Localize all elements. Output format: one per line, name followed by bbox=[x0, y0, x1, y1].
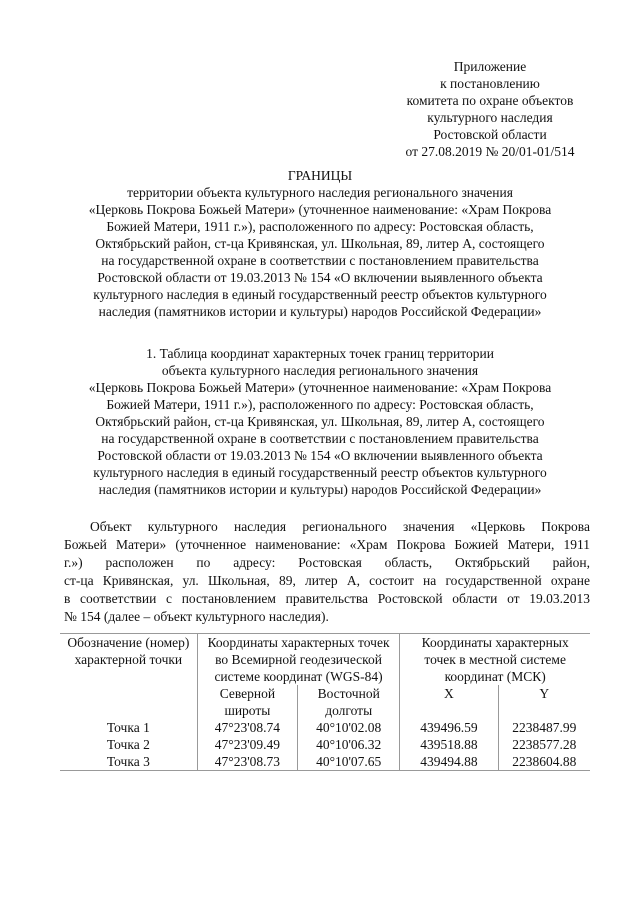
table-row bbox=[60, 719, 590, 736]
heading-line: Божией Матери, 1911 г.»), расположенного по адресу: Ростовская область, bbox=[106, 219, 534, 234]
section-line: наследия (памятников истории и культуры) народов Российской Федерации» bbox=[98, 482, 542, 497]
coordinates-table bbox=[60, 633, 590, 771]
document-heading bbox=[40, 167, 600, 320]
appendix-line: к постановлению bbox=[440, 76, 540, 91]
header-designation: Обозначение (номер) характерной точки bbox=[60, 634, 197, 720]
point-name: Точка 1 bbox=[60, 719, 197, 736]
point-x: 439496.59 bbox=[400, 719, 498, 736]
point-north: 47°23'09.49 bbox=[197, 736, 297, 753]
object-description bbox=[64, 518, 590, 626]
subheader-y: Y bbox=[539, 686, 550, 701]
point-east: 40°10'06.32 bbox=[298, 736, 400, 753]
section-line: «Церковь Покрова Божьей Матери» (уточненное наименование: «Храм Покрова bbox=[88, 380, 552, 395]
appendix-line: Приложение bbox=[453, 59, 527, 74]
paragraph-line: ст-ца Кривянская, ул. Школьная, 89, литер А, состоит на государственной охране bbox=[64, 573, 590, 588]
document-title: ГРАНИЦЫ bbox=[287, 168, 353, 183]
subheader-x: X bbox=[400, 685, 498, 719]
point-x: 439518.88 bbox=[400, 736, 498, 753]
section-line: объекта культурного наследия регионального значения bbox=[161, 363, 479, 378]
heading-line: Ростовской области от 19.03.2013 № 154 «О включении выявленного объекта bbox=[97, 270, 543, 285]
appendix-line: комитета по охране объектов bbox=[406, 93, 574, 108]
point-name: Точка 2 bbox=[60, 736, 197, 753]
section-line: 1. Таблица координат характерных точек границ территории bbox=[146, 346, 494, 361]
paragraph-line: Объект культурного наследия регионального значения «Церковь Покрова bbox=[90, 519, 590, 534]
appendix-block bbox=[390, 58, 590, 160]
paragraph-line: г.») расположен по адресу: Ростовская область, Октябрьский район, bbox=[64, 555, 590, 570]
heading-line: Октябрьский район, ст-ца Кривянская, ул. Школьная, 89, литер А, состоящего bbox=[95, 236, 545, 251]
appendix-line: Ростовской области bbox=[433, 127, 547, 142]
table-row bbox=[60, 753, 590, 771]
point-east: 40°10'07.65 bbox=[298, 753, 400, 771]
point-north: 47°23'08.73 bbox=[197, 753, 297, 771]
point-east: 40°10'02.08 bbox=[298, 719, 400, 736]
heading-line: культурного наследия в единый государственный реестр объектов культурного bbox=[93, 287, 547, 302]
point-north: 47°23'08.74 bbox=[197, 719, 297, 736]
header-wgs: Координаты характерных точек во Всемирной геодезической системе координат (WGS-84) bbox=[197, 634, 400, 686]
point-y: 2238487.99 bbox=[512, 720, 577, 735]
section-1-heading bbox=[40, 345, 600, 498]
heading-line: территории объекта культурного наследия регионального значения bbox=[127, 185, 513, 200]
heading-line: «Церковь Покрова Божьей Матери» (уточненное наименование: «Храм Покрова bbox=[88, 202, 552, 217]
paragraph-line: Божьей Матери» (уточненное наименование: «Храм Покрова Божией Матери, 1911 bbox=[64, 537, 590, 552]
section-line: Божией Матери, 1911 г.»), расположенного по адресу: Ростовская область, bbox=[106, 397, 534, 412]
point-y: 2238577.28 bbox=[512, 737, 577, 752]
heading-line: наследия (памятников истории и культуры) народов Российской Федерации» bbox=[98, 304, 542, 319]
section-line: на государственной охране в соответствии с постановлением правительства bbox=[101, 431, 539, 446]
appendix-line: от 27.08.2019 № 20/01-01/514 bbox=[405, 144, 575, 159]
section-line: культурного наследия в единый государственный реестр объектов культурного bbox=[93, 465, 547, 480]
subheader-north: Северной широты bbox=[197, 685, 297, 719]
point-y: 2238604.88 bbox=[498, 753, 590, 771]
paragraph-line: № 154 (далее – объект культурного наследия). bbox=[64, 609, 329, 624]
point-name: Точка 3 bbox=[60, 753, 197, 771]
section-line: Ростовской области от 19.03.2013 № 154 «О включении выявленного объекта bbox=[97, 448, 543, 463]
table-row bbox=[60, 736, 590, 753]
point-x: 439494.88 bbox=[400, 753, 498, 771]
appendix-line: культурного наследия bbox=[427, 110, 553, 125]
heading-line: на государственной охране в соответствии с постановлением правительства bbox=[101, 253, 539, 268]
header-msk: Координаты характерных точек в местной системе координат (МСК) bbox=[400, 634, 590, 686]
section-line: Октябрьский район, ст-ца Кривянская, ул. Школьная, 89, литер А, состоящего bbox=[95, 414, 545, 429]
paragraph-line: в соответствии с постановлением правительства Ростовской области от 19.03.2013 bbox=[64, 591, 590, 606]
table-header-row bbox=[60, 634, 590, 686]
subheader-east: Восточной долготы bbox=[298, 685, 400, 719]
